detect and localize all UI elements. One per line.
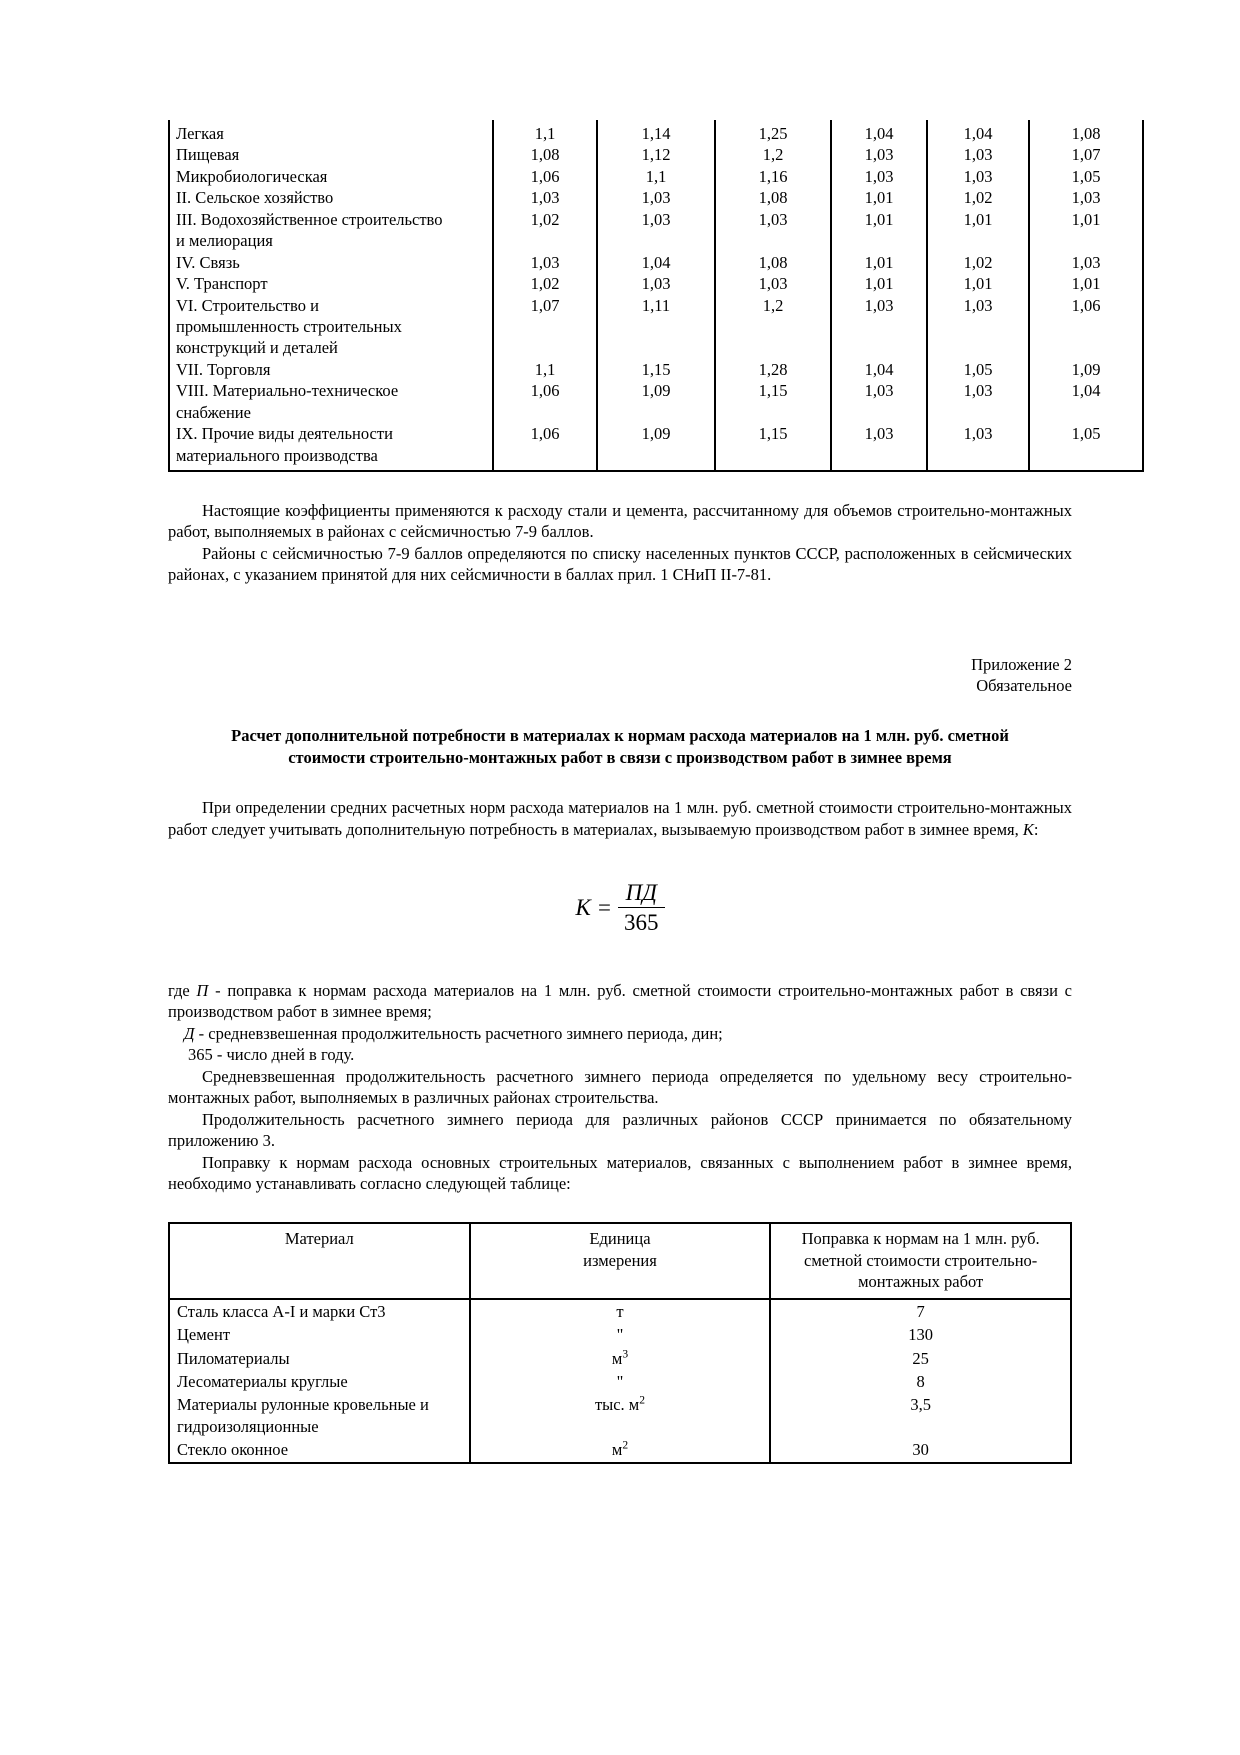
row-value-5: 1,03 <box>927 380 1029 423</box>
row-value-1: 1,06 <box>493 166 597 187</box>
row-value-5: 1,03 <box>927 166 1029 187</box>
row-value-6: 1,09 <box>1029 359 1143 380</box>
table-row <box>169 120 1143 144</box>
header-unit-line2: измерения <box>583 1250 657 1270</box>
row-label: II. Сельское хозяйство <box>176 188 334 208</box>
row-label: Пищевая <box>176 145 240 165</box>
row-label-cell <box>169 423 493 471</box>
row-label-continued: материального производства <box>176 445 378 465</box>
row-value-4: 1,04 <box>831 359 927 380</box>
row-label: Легкая <box>176 124 224 143</box>
coefficients-table-body <box>169 120 1143 471</box>
variable-d: Д <box>184 1023 195 1043</box>
spacer <box>168 1194 1072 1222</box>
material-name-line1: Материалы рулонные кровельные и <box>177 1395 429 1415</box>
table-row <box>169 1299 1071 1323</box>
variable-k: К <box>1022 819 1034 839</box>
row-value-2: 1,11 <box>597 295 715 359</box>
row-value-4: 1,01 <box>831 187 927 208</box>
row-value-2: 1,12 <box>597 144 715 165</box>
row-value-3: 1,15 <box>715 380 831 423</box>
row-label-cell <box>169 209 493 252</box>
row-value-1: 1,1 <box>493 120 597 144</box>
material-unit <box>470 1370 771 1393</box>
page-content <box>168 120 1101 1464</box>
material-value: 3,5 <box>770 1393 1071 1438</box>
coefficients-table <box>168 120 1144 472</box>
table-header-row <box>169 1223 1071 1298</box>
spacer <box>168 632 1072 654</box>
formula-numerator: ПД <box>618 880 665 908</box>
row-label: VIII. Материально-техническое <box>176 381 399 401</box>
materials-table-body <box>169 1299 1071 1463</box>
row-value-1: 1,02 <box>493 273 597 294</box>
row-label-cell <box>169 359 493 380</box>
row-label-cell <box>169 120 493 144</box>
definition-p-text-2: монтажных работ в связи с производством работ в зимнее время; <box>168 981 1072 1022</box>
materials-table-head <box>169 1223 1071 1298</box>
intro-text-part2: : <box>1033 819 1039 839</box>
row-value-5: 1,03 <box>927 423 1029 471</box>
definition-p-text: - поправка к нормам расхода материалов на 1 млн. руб. сметной стоимости строительно- <box>208 981 872 1001</box>
material-unit <box>470 1347 771 1370</box>
row-value-1: 1,06 <box>493 423 597 471</box>
material-value: 7 <box>770 1299 1071 1323</box>
row-value-6: 1,08 <box>1029 120 1143 144</box>
header-correction-line1: Поправка к нормам на 1 млн. руб. <box>801 1229 1040 1249</box>
spacer <box>168 697 1072 725</box>
definition-days: 365 - число дней в году. <box>188 1045 355 1065</box>
table-row <box>169 187 1143 208</box>
row-label-cell <box>169 295 493 359</box>
row-value-2: 1,04 <box>597 252 715 273</box>
table-row <box>169 252 1143 273</box>
row-value-6: 1,06 <box>1029 295 1143 359</box>
row-value-1: 1,08 <box>493 144 597 165</box>
spacer <box>168 472 1072 500</box>
table-row <box>169 144 1143 165</box>
header-correction <box>770 1223 1071 1298</box>
row-value-2: 1,15 <box>597 359 715 380</box>
material-name: Сталь класса А-I и марки Ст3 <box>169 1299 470 1323</box>
row-value-3: 1,03 <box>715 273 831 294</box>
paragraph-winter-period-regions: Продолжительность расчетного зимнего периода для различных районов СССР принимается по обязательному приложению 3. <box>168 1109 1072 1151</box>
table-row <box>169 1323 1071 1346</box>
row-value-3: 1,08 <box>715 252 831 273</box>
material-value: 8 <box>770 1370 1071 1393</box>
row-value-3: 1,28 <box>715 359 831 380</box>
table-row <box>169 1370 1071 1393</box>
unit-text: тыс. м <box>594 1395 640 1415</box>
spacer <box>168 586 1072 632</box>
row-value-2: 1,03 <box>597 187 715 208</box>
row-label-cell <box>169 380 493 423</box>
formula-denominator: 365 <box>624 910 659 936</box>
row-label-cell <box>169 187 493 208</box>
row-value-5: 1,01 <box>927 209 1029 252</box>
row-value-2: 1,14 <box>597 120 715 144</box>
table-row <box>169 1393 1071 1438</box>
row-value-5: 1,02 <box>927 187 1029 208</box>
material-unit <box>470 1323 771 1346</box>
material-value: 25 <box>770 1347 1071 1370</box>
row-value-6: 1,04 <box>1029 380 1143 423</box>
row-label-continued: снабжение <box>176 402 251 422</box>
row-label: IV. Связь <box>176 252 240 272</box>
intro-text-part1: При определении средних расчетных норм расхода материалов на 1 млн. руб. сметной стоимости строительно-монтажных работ следует учитывать дополнительную потребность в материалах, вызываемую производством работ в зимнее время, <box>168 798 1072 839</box>
header-unit <box>470 1223 771 1298</box>
row-label-continued-2: конструкций и деталей <box>176 338 338 358</box>
unit-text: " <box>616 1325 624 1345</box>
header-material: Материал <box>169 1223 470 1298</box>
row-label-cell <box>169 144 493 165</box>
header-unit-line1: Единица <box>589 1229 651 1249</box>
row-value-1: 1,02 <box>493 209 597 252</box>
material-value: 30 <box>770 1438 1071 1462</box>
row-value-5: 1,05 <box>927 359 1029 380</box>
material-unit <box>470 1438 771 1462</box>
row-value-2: 1,09 <box>597 423 715 471</box>
row-value-2: 1,09 <box>597 380 715 423</box>
row-label-continued: и мелиорация <box>176 231 273 251</box>
spacer <box>168 964 1072 980</box>
row-value-5: 1,03 <box>927 295 1029 359</box>
unit-exponent: 2 <box>622 1439 629 1452</box>
header-correction-line3: монтажных работ <box>858 1272 984 1292</box>
row-value-6: 1,07 <box>1029 144 1143 165</box>
row-value-5: 1,03 <box>927 144 1029 165</box>
row-value-6: 1,05 <box>1029 423 1143 471</box>
row-value-4: 1,03 <box>831 295 927 359</box>
appendix-type: Обязательное <box>976 676 1072 696</box>
table-row <box>169 1438 1071 1462</box>
definition-d-text: - средневзвешенная продолжительность расчетного зимнего периода, дин; <box>194 1023 723 1043</box>
row-value-4: 1,01 <box>831 273 927 294</box>
row-label-continued: промышленность строительных <box>176 316 402 336</box>
table-row <box>169 295 1143 359</box>
material-name: Стекло оконное <box>169 1438 470 1462</box>
spacer <box>168 936 1072 964</box>
row-value-5: 1,04 <box>927 120 1029 144</box>
row-value-1: 1,07 <box>493 295 597 359</box>
unit-text: " <box>616 1372 624 1392</box>
row-label: IX. Прочие виды деятельности <box>176 424 393 444</box>
table-row <box>169 166 1143 187</box>
row-value-1: 1,03 <box>493 187 597 208</box>
row-value-5: 1,01 <box>927 273 1029 294</box>
spacer <box>168 769 1072 797</box>
row-label-cell <box>169 166 493 187</box>
header-correction-line2: сметной стоимости строительно- <box>804 1250 1038 1270</box>
table-row <box>169 380 1143 423</box>
unit-exponent: 3 <box>622 1348 629 1361</box>
row-value-6: 1,05 <box>1029 166 1143 187</box>
material-name-line2: гидроизоляционные <box>177 1416 319 1436</box>
material-unit <box>470 1299 771 1323</box>
formula-k-equals-pd-over-365 <box>168 880 1072 936</box>
row-value-3: 1,08 <box>715 187 831 208</box>
row-value-2: 1,1 <box>597 166 715 187</box>
paragraph-seismic-regions: Районы с сейсмичностью 7-9 баллов определяются по списку населенных пунктов СССР, расположенных в сейсмических районах, с указанием принятой для них сейсмичности в баллах прил. 1 СНиП II-7-81. <box>168 543 1072 585</box>
table-row <box>169 209 1143 252</box>
paragraph-intro <box>168 797 1072 840</box>
row-value-3: 1,25 <box>715 120 831 144</box>
row-label: Микробиологическая <box>176 166 328 186</box>
row-value-3: 1,03 <box>715 209 831 252</box>
row-value-1: 1,1 <box>493 359 597 380</box>
material-name <box>169 1393 470 1438</box>
page-title: Расчет дополнительной потребности в материалах к нормам расхода материалов на 1 млн. руб. сметной стоимости строительно-монтажных работ в связи с производством работ в зимнее время <box>231 725 1009 767</box>
material-unit <box>470 1393 771 1438</box>
row-value-4: 1,01 <box>831 209 927 252</box>
row-value-3: 1,2 <box>715 295 831 359</box>
material-name: Лесоматериалы круглые <box>169 1370 470 1393</box>
spacer <box>168 840 1072 868</box>
row-value-1: 1,06 <box>493 380 597 423</box>
row-value-1: 1,03 <box>493 252 597 273</box>
unit-text: т <box>616 1301 624 1321</box>
definition-d <box>168 1023 1072 1044</box>
table-row <box>169 273 1143 294</box>
row-value-5: 1,02 <box>927 252 1029 273</box>
row-value-6: 1,03 <box>1029 187 1143 208</box>
materials-table <box>168 1222 1072 1463</box>
row-value-3: 1,15 <box>715 423 831 471</box>
row-value-4: 1,03 <box>831 144 927 165</box>
row-value-3: 1,16 <box>715 166 831 187</box>
unit-text: м <box>611 1440 623 1460</box>
row-label: VI. Строительство и <box>176 295 319 315</box>
row-value-6: 1,01 <box>1029 209 1143 252</box>
formula-left-side: К = <box>575 895 613 921</box>
variable-p: П <box>196 981 209 1001</box>
table-row <box>169 423 1143 471</box>
row-value-4: 1,03 <box>831 166 927 187</box>
formula-fraction <box>618 880 665 936</box>
row-value-2: 1,03 <box>597 273 715 294</box>
definition-prefix: где <box>168 981 197 1001</box>
row-label: VII. Торговля <box>176 359 271 379</box>
row-value-4: 1,03 <box>831 423 927 471</box>
row-label-cell <box>169 273 493 294</box>
paragraph-seismic-coefficients: Настоящие коэффициенты применяются к расходу стали и цемента, рассчитанному для объемов строительно-монтажных работ, выполняемых в районах с сейсмичностью 7-9 баллов. <box>168 501 1072 542</box>
material-name: Цемент <box>169 1323 470 1346</box>
paragraph-correction-intro: Поправку к нормам расхода основных строительных материалов, связанных с выполнением работ в зимнее время, необходимо устанавливать согласно следующей таблице: <box>168 1152 1072 1193</box>
spacer <box>168 868 1072 880</box>
row-label-cell <box>169 252 493 273</box>
row-label: V. Транспорт <box>176 274 268 294</box>
row-value-6: 1,03 <box>1029 252 1143 273</box>
row-value-4: 1,04 <box>831 120 927 144</box>
row-value-6: 1,01 <box>1029 273 1143 294</box>
row-value-4: 1,01 <box>831 252 927 273</box>
paragraph-weighted-duration: Средневзвешенная продолжительность расчетного зимнего периода определяется по удельному весу строительно-монтажных работ, выполняемых в различных районах строительства. <box>168 1066 1072 1108</box>
unit-text: м <box>611 1348 623 1368</box>
material-value: 130 <box>770 1323 1071 1346</box>
appendix-number: Приложение 2 <box>971 654 1072 674</box>
row-value-4: 1,03 <box>831 380 927 423</box>
row-value-2: 1,03 <box>597 209 715 252</box>
unit-exponent: 2 <box>639 1394 646 1407</box>
table-row <box>169 1347 1071 1370</box>
row-value-3: 1,2 <box>715 144 831 165</box>
row-label: III. Водохозяйственное строительство <box>176 209 443 229</box>
table-row <box>169 359 1143 380</box>
definition-p <box>168 980 1072 1023</box>
material-name: Пиломатериалы <box>169 1347 470 1370</box>
